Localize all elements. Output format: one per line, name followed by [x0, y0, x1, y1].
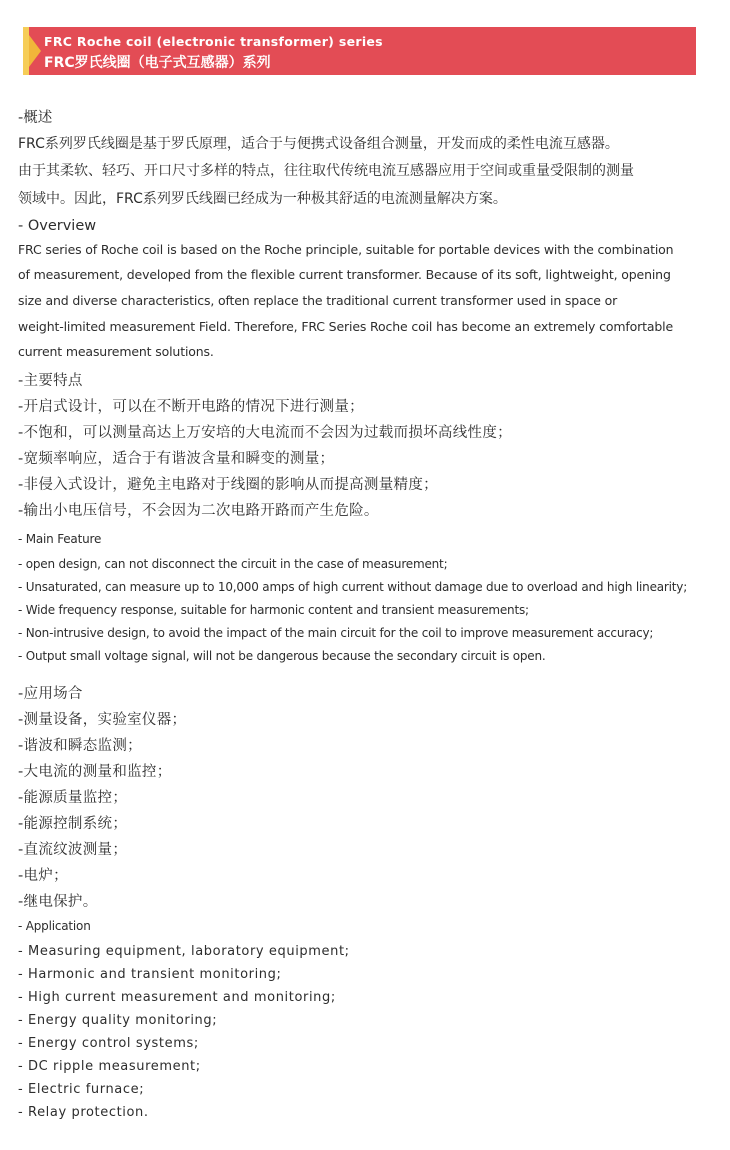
- features-cn-heading: -主要特点: [18, 373, 83, 389]
- application-en-item: - Measuring equipment, laboratory equipment;: [18, 944, 350, 959]
- features-cn-item: -不饱和，可以测量高达上万安培的大电流而不会因为过载而损坏高线性度；: [18, 425, 512, 441]
- overview-en-line: size and diverse characteristics, often replace the traditional current transformer used in space or: [18, 293, 618, 308]
- application-en-item: - Electric furnace;: [18, 1082, 145, 1097]
- features-en-item: - open design, can not disconnect the circuit in the case of measurement;: [18, 557, 448, 571]
- overview-cn-line: FRC系列罗氏线圈是基于罗氏原理，适合于与便携式设备组合测量，开发而成的柔性电流互感器。: [18, 136, 619, 152]
- overview-en-line: of measurement, developed from the flexible current transformer. Because of its soft, lightweight, opening: [18, 267, 671, 282]
- application-en-item: - Energy control systems;: [18, 1036, 199, 1051]
- features-en-heading: - Main Feature: [18, 532, 102, 546]
- overview-en-line: current measurement solutions.: [18, 344, 214, 359]
- banner-title-en: FRC Roche coil (electronic transformer) series: [44, 34, 383, 49]
- application-cn-item: -继电保护。: [18, 894, 98, 910]
- application-en-item: - Harmonic and transient monitoring;: [18, 967, 282, 982]
- banner-title-cn: FRC罗氏线圈（电子式互感器）系列: [44, 55, 271, 71]
- features-cn-item: -输出小电压信号，不会因为二次电路开路而产生危险。: [18, 503, 379, 519]
- overview-en-heading: - Overview: [18, 218, 97, 234]
- application-en-item: - Energy quality monitoring;: [18, 1013, 218, 1028]
- application-cn-item: -能源质量监控；: [18, 790, 128, 806]
- banner-accent-stripe: [23, 27, 29, 75]
- application-cn-heading: -应用场合: [18, 686, 83, 702]
- application-en-item: - Relay protection.: [18, 1105, 149, 1120]
- application-cn-item: -能源控制系统；: [18, 816, 128, 832]
- application-cn-item: -谐波和瞬态监测；: [18, 738, 142, 754]
- features-en-item: - Output small voltage signal, will not be dangerous because the secondary circuit is open.: [18, 649, 546, 663]
- application-en-heading: - Application: [18, 919, 91, 933]
- application-cn-item: -大电流的测量和监控；: [18, 764, 172, 780]
- application-cn-item: -直流纹波测量；: [18, 842, 128, 858]
- application-en-item: - High current measurement and monitoring;: [18, 990, 336, 1005]
- features-en-item: - Unsaturated, can measure up to 10,000 amps of high current without damage due to overload and high linearity;: [18, 580, 688, 594]
- features-cn-item: -非侵入式设计，避免主电路对于线圈的影响从而提高测量精度；: [18, 477, 438, 493]
- features-en-item: - Non-intrusive design, to avoid the impact of the main circuit for the coil to improve measurement accuracy;: [18, 626, 654, 640]
- overview-cn-line: 领域中。因此，FRC系列罗氏线圈已经成为一种极其舒适的电流测量解决方案。: [18, 191, 507, 207]
- features-en-item: - Wide frequency response, suitable for harmonic content and transient measurements;: [18, 603, 529, 617]
- features-cn-item: -开启式设计，可以在不断开电路的情况下进行测量；: [18, 399, 364, 415]
- overview-cn-line: 由于其柔软、轻巧、开口尺寸多样的特点，往往取代传统电流互感器应用于空间或重量受限制的测量: [18, 163, 634, 179]
- overview-en-line: weight-limited measurement Field. Therefore, FRC Series Roche coil has become an extremely comfortable: [18, 319, 674, 334]
- application-cn-item: -电炉；: [18, 868, 68, 884]
- features-cn-item: -宽频率响应，适合于有谐波含量和瞬变的测量；: [18, 451, 335, 467]
- application-cn-item: -测量设备，实验室仪器；: [18, 712, 187, 728]
- overview-cn-heading: -概述: [18, 110, 53, 126]
- title-banner: [23, 27, 696, 75]
- application-en-item: - DC ripple measurement;: [18, 1059, 201, 1074]
- overview-en-line: FRC series of Roche coil is based on the Roche principle, suitable for portable devices with the combination: [18, 242, 674, 257]
